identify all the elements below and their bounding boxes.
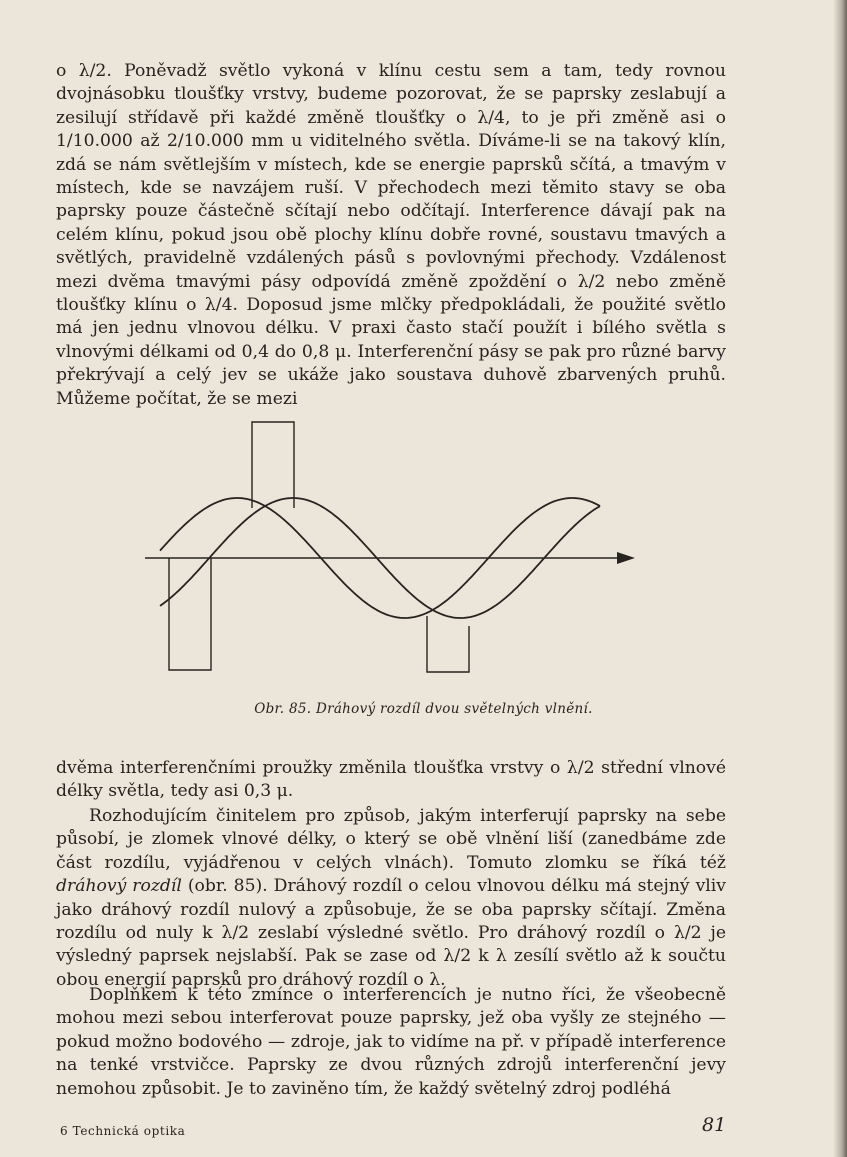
text-run: Rozhodujícím činitelem pro způsob, jakým interferují paprsky na sebe působí, je zlomek vlnové délky, o který se obě vlnění liší (zanedbáme zde část rozdílu, vyjádřenou v celých vlnách). Tomuto zlomku se říká též bbox=[56, 806, 726, 873]
figure-85-wave-diagram bbox=[140, 412, 640, 682]
path-difference-bracket-bottom-right bbox=[427, 616, 469, 672]
x-axis-arrowhead bbox=[617, 552, 635, 564]
text-run: (obr. 85). Dráhový rozdíl o celou vlnovou délku má stejný vliv jako dráhový rozdíl nulový a způsobuje, že se oba paprsky sčítají. Změna rozdílu od nuly k λ/2 zeslabí výsledné světlo. Pro dráhový rozdíl o λ/2 je výsledný paprsek nejslabší. Pak se zase od λ/2 k λ zesílí světlo až k součtu obou energií paprsků pro dráhový rozdíl o λ. bbox=[56, 876, 726, 990]
figure-caption: Obr. 85. Dráhový rozdíl dvou světelných vlnění. bbox=[254, 701, 593, 717]
paragraph-coherent-sources: Doplňkem k této zmínce o interferencích je nutno říci, že všeobecně mohou mezi sebou interferovat pouze paprsky, jež oba vyšly ze stejného — pokud možno bodového — zdroje, jak to vidíme na př. v případě interference na tenké vrstvičce. Paprsky ze dvou různých zdrojů interferenční jevy nemohou způsobit. Je to zaviněno tím, že každý světelný zdroj podléhá bbox=[56, 985, 726, 1099]
paragraph-layer-thickness: dvěma interferenčními proužky změnila tloušťka vrstvy o λ/2 střední vlnové délky světla, tedy asi 0,3 μ. bbox=[56, 758, 726, 802]
term-path-difference: dráhový rozdíl bbox=[56, 876, 182, 897]
printer-signature: 6 Technická optika bbox=[60, 1124, 186, 1138]
book-spine-shadow bbox=[833, 0, 847, 1157]
path-difference-bracket-bottom-left bbox=[169, 558, 211, 670]
paragraph-wedge-interference: o λ/2. Poněvadž světlo vykoná v klínu cestu sem a tam, tedy rovnou dvojnásobku tloušťky vrstvy, budeme pozorovat, že se paprsky zeslabují a zesilují střídavě při každé změně tloušťky o λ/4, to je při změně asi o 1/10.000 až 2/10.000 mm u viditelného světla. Díváme-li se na takový klín, zdá se nám světlejším v místech, kde se energie paprsků sčítá, a tmavým v místech, kde se navzájem ruší. V přechodech mezi těmito stavy se oba paprsky pouze částečně sčítají nebo odčítají. Interference dávají pak na celém klínu, pokud jsou obě plochy klínu dobře rovné, soustavu tmavých a světlých, pravidelně vzdálených pásů s povlovnými přechody. Vzdálenost mezi dvěma tmavými pásy odpovídá změně zpoždění o λ/2 nebo změně tloušťky klínu o λ/4. Doposud jsme mlčky předpokládali, že použité světlo má jen jednu vlnovou délku. V praxi často stačí použít i bílého světla s vlnovými délkami od 0,4 do 0,8 μ. Interferenční pásy se pak pro různé barvy překrývají a celý jev se ukáže jako soustava duhově zbarvených pruhů. Můžeme počítat, že se mezi bbox=[56, 61, 726, 409]
paragraph-path-difference bbox=[56, 805, 726, 992]
page-number: 81 bbox=[702, 1114, 727, 1136]
path-difference-bracket-top bbox=[252, 422, 294, 508]
